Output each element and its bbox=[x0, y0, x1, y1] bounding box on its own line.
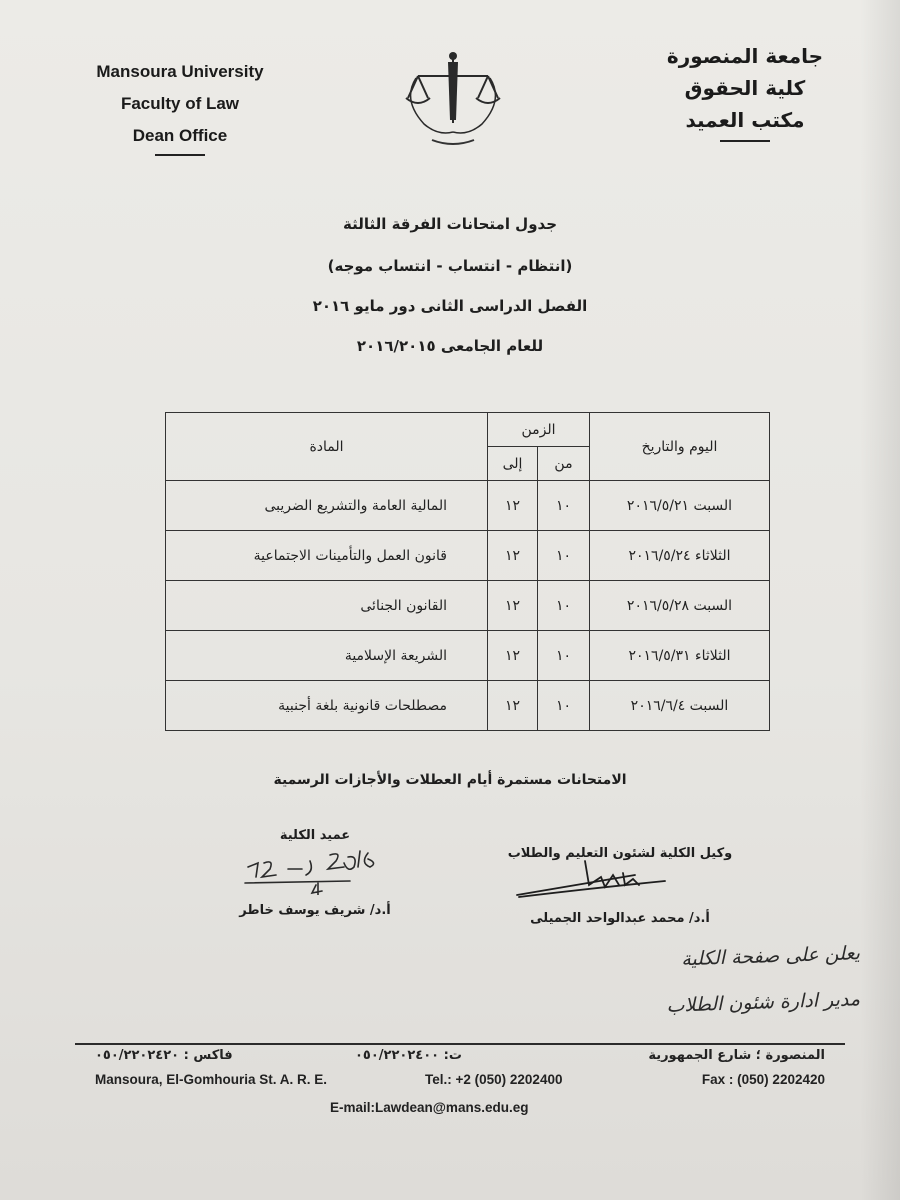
faculty-name-en: Faculty of Law bbox=[120, 94, 240, 113]
cell-subject: الشريعة الإسلامية bbox=[166, 631, 488, 681]
cell-day: السبت ٢٠١٦/٥/٢١ bbox=[590, 481, 770, 531]
dean-name: أ.د/ شريف يوسف خاطر bbox=[239, 903, 391, 918]
footer-address-en: Mansoura, El-Gomhouria St. A. R. E. bbox=[95, 1072, 328, 1087]
handwritten-note bbox=[580, 935, 860, 1027]
cell-from: ١٠ bbox=[538, 681, 590, 731]
cell-to: ١٢ bbox=[488, 681, 538, 731]
footer-email: E-mail:Lawdean@mans.edu.eg bbox=[330, 1100, 529, 1115]
cell-subject: قانون العمل والتأمينات الاجتماعية bbox=[166, 531, 488, 581]
table-row bbox=[166, 531, 770, 581]
cell-from: ١٠ bbox=[538, 481, 590, 531]
header-time: الزمن bbox=[488, 413, 590, 447]
table-row bbox=[166, 581, 770, 631]
header-subject: المادة bbox=[166, 413, 488, 481]
footer-english-row bbox=[95, 1072, 825, 1094]
footer-tel-en: Tel.: +2 (050) 2202400 bbox=[425, 1072, 563, 1087]
vice-dean-name: أ.د/ محمد عبدالواحد الجميلى bbox=[530, 911, 710, 926]
cell-from: ١٠ bbox=[538, 631, 590, 681]
office-name-en: Dean Office bbox=[132, 126, 228, 145]
faculty-name-ar: كلية الحقوق bbox=[684, 76, 806, 100]
footer-address-ar: المنصورة ؛ شارع الجمهورية bbox=[648, 1048, 825, 1063]
exam-schedule-table bbox=[165, 412, 770, 731]
schedule-titles bbox=[200, 215, 700, 355]
cell-from: ١٠ bbox=[538, 531, 590, 581]
footer-fax-ar: فاكس : ٠٥٠/٢٢٠٢٤٢٠ bbox=[95, 1048, 233, 1063]
university-name-en: Mansoura University bbox=[96, 62, 264, 81]
faculty-logo-scales-icon bbox=[398, 48, 508, 148]
cell-subject: القانون الجنائى bbox=[166, 581, 488, 631]
cell-from: ١٠ bbox=[538, 581, 590, 631]
footer-tel-ar: ت: ٠٥٠/٢٢٠٢٤٠٠ bbox=[355, 1048, 462, 1063]
semester-line: الفصل الدراسى الثانى دور مايو ٢٠١٦ bbox=[312, 297, 588, 315]
cell-to: ١٢ bbox=[488, 631, 538, 681]
header-to: إلى bbox=[488, 447, 538, 481]
schedule-title: جدول امتحانات الفرقة الثالثة bbox=[342, 215, 557, 233]
handwritten-line-1: يعلن على صفحة الكلية bbox=[680, 942, 861, 971]
header-arabic bbox=[645, 40, 845, 142]
cell-day: الثلاثاء ٢٠١٦/٥/٢٤ bbox=[590, 531, 770, 581]
cell-to: ١٢ bbox=[488, 531, 538, 581]
dean-handwritten-date bbox=[240, 845, 410, 895]
cell-day: السبت ٢٠١٦/٦/٤ bbox=[590, 681, 770, 731]
handwritten-line-2: مدير ادارة شئون الطلاب bbox=[666, 988, 861, 1017]
academic-year: للعام الجامعى ٢٠١٦/٢٠١٥ bbox=[356, 337, 544, 355]
table-row bbox=[166, 481, 770, 531]
header-english bbox=[60, 56, 300, 156]
dean-title: عميد الكلية bbox=[279, 828, 351, 843]
footer-arabic-row bbox=[95, 1048, 825, 1070]
office-name-ar: مكتب العميد bbox=[685, 108, 805, 132]
cell-day: السبت ٢٠١٦/٥/٢٨ bbox=[590, 581, 770, 631]
cell-subject: المالية العامة والتشريع الضريبى bbox=[166, 481, 488, 531]
university-name-ar: جامعة المنصورة bbox=[666, 44, 824, 68]
cell-subject: مصطلحات قانونية بلغة أجنبية bbox=[166, 681, 488, 731]
table-row bbox=[166, 631, 770, 681]
footer-divider bbox=[75, 1043, 845, 1045]
vice-dean-title: وكيل الكلية لشئون التعليم والطلاب bbox=[507, 846, 733, 861]
cell-day: الثلاثاء ٢٠١٦/٥/٣١ bbox=[590, 631, 770, 681]
exam-note: الامتحانات مستمرة أيام العطلات والأجازات الرسمية bbox=[273, 772, 627, 788]
cell-to: ١٢ bbox=[488, 481, 538, 531]
header-from: من bbox=[538, 447, 590, 481]
cell-to: ١٢ bbox=[488, 581, 538, 631]
footer-fax-en: Fax : (050) 2202420 bbox=[701, 1072, 825, 1087]
header-divider bbox=[155, 154, 205, 156]
vice-dean-signature-icon bbox=[515, 855, 675, 905]
table-row bbox=[166, 681, 770, 731]
study-modes: (انتظام - انتساب - انتساب موجه) bbox=[327, 257, 573, 275]
header-day-date: اليوم والتاريخ bbox=[590, 413, 770, 481]
